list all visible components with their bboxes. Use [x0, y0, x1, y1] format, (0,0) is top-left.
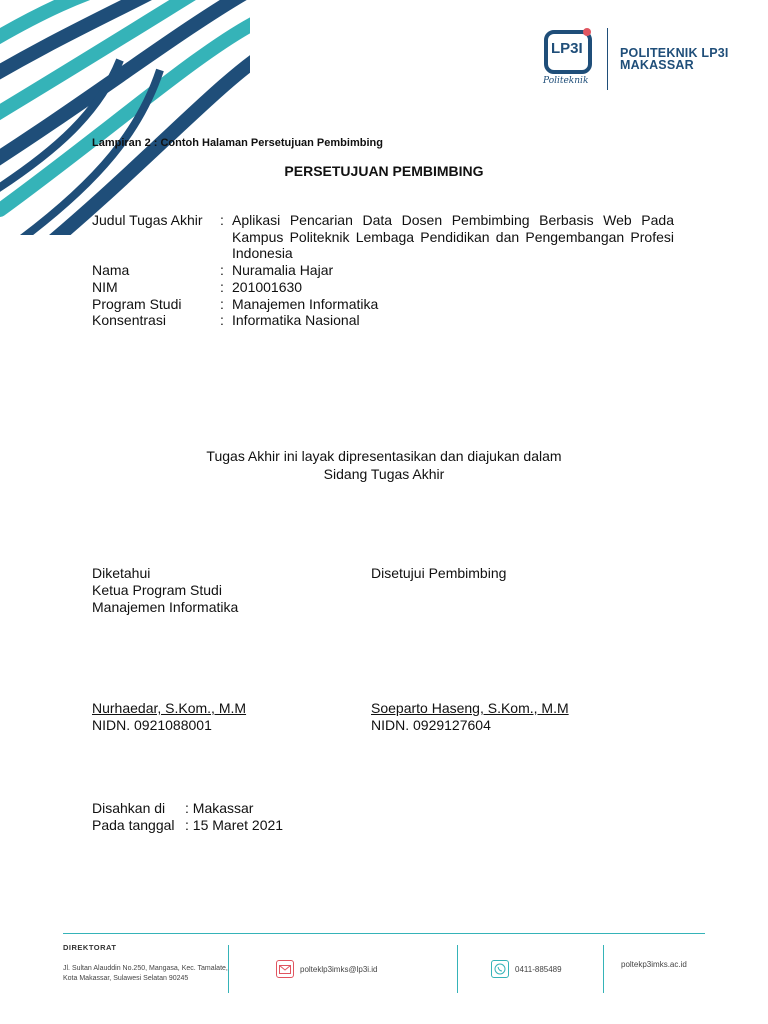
- info-colon: :: [220, 262, 224, 279]
- info-value: Manajemen Informatika: [232, 295, 379, 312]
- info-colon: :: [220, 295, 224, 312]
- info-value: Informatika Nasional: [232, 312, 360, 329]
- footer-divider: [603, 945, 604, 993]
- info-label: NIM: [92, 278, 118, 295]
- ratify-date-row: [92, 817, 283, 834]
- sign-right-line-1: Disetujui Pembimbing: [371, 565, 507, 581]
- approval-statement: [0, 447, 768, 483]
- footer-address: Jl. Sultan Alauddin No.250, Mangasa, Kec. Tamalate, Kota Makassar, Sulawesi Selatan 90245: [63, 965, 228, 982]
- info-colon: :: [220, 212, 224, 228]
- logo-line-2: MAKASSAR: [620, 58, 694, 72]
- footer-rule: [63, 933, 705, 934]
- lp3i-logo-mark: [543, 28, 595, 90]
- info-label: Konsentrasi: [92, 312, 166, 329]
- footer-divider: [457, 945, 458, 993]
- mail-icon: [276, 960, 294, 978]
- footer-phone-text: 0411-885489: [515, 964, 562, 974]
- info-row-nim: [92, 279, 674, 296]
- logo-mark-text: LP3I: [551, 40, 583, 57]
- decorative-stripes: [0, 0, 250, 235]
- thesis-info: [92, 212, 674, 329]
- sign-left-line-1: Diketahui: [92, 565, 151, 581]
- info-row-program: [92, 296, 674, 313]
- footer-divider: [228, 945, 229, 993]
- signer-left-nidn: NIDN. 0921088001: [92, 717, 212, 733]
- info-label: Program Studi: [92, 295, 182, 312]
- logo-divider: [607, 28, 608, 90]
- signer-left-name: Nurhaedar, S.Kom., M.M: [92, 700, 247, 716]
- footer-email-text: polteklp3imks@lp3i.id: [300, 964, 378, 974]
- ratify-place-label: Disahkan di: [92, 800, 166, 816]
- sign-left-line-2: Ketua Program Studi: [92, 582, 222, 598]
- whatsapp-icon: [491, 960, 509, 978]
- ratify-place-value: : Makassar: [185, 800, 254, 816]
- logo-script: Politeknik: [543, 76, 589, 86]
- ratify-place-row: [92, 800, 283, 817]
- statement-line-2: Sidang Tugas Akhir: [323, 466, 445, 482]
- ratify-date-value: : 15 Maret 2021: [185, 817, 284, 833]
- info-row-concentration: [92, 312, 674, 329]
- page-title: PERSETUJUAN PEMBIMBING: [284, 163, 484, 179]
- info-colon: :: [220, 278, 224, 295]
- attachment-caption: Lampiran 2 : Contoh Halaman Persetujuan Pembimbing: [92, 137, 383, 149]
- info-value: Aplikasi Pencarian Data Dosen Pembimbing Berbasis Web Pada Kampus Politeknik Lembaga Pendidikan dan Pengembangan Profesi Indonesia: [232, 212, 674, 262]
- info-colon: :: [220, 312, 224, 329]
- signature-left-heading: [92, 565, 238, 616]
- institution-logo: [543, 28, 729, 90]
- info-label: Nama: [92, 262, 130, 279]
- footer-website-text: poltekp3imks.ac.id: [621, 960, 687, 969]
- sign-left-line-3: Manajemen Informatika: [92, 599, 239, 615]
- footer-phone[interactable]: [491, 960, 562, 978]
- info-row-title: [92, 212, 674, 262]
- info-row-name: [92, 262, 674, 279]
- signer-right: [371, 700, 569, 734]
- info-value: Nuramalia Hajar: [232, 262, 334, 279]
- footer-heading: DIREKTORAT: [63, 943, 117, 952]
- signer-right-nidn: NIDN. 0929127604: [371, 717, 491, 733]
- footer-website[interactable]: [621, 960, 687, 969]
- info-label: Judul Tugas Akhir: [92, 212, 203, 228]
- logo-line-1: POLITEKNIK LP3I: [620, 45, 729, 60]
- footer-email[interactable]: [276, 960, 378, 978]
- info-value: 201001630: [232, 278, 303, 295]
- logo-wordmark: [620, 47, 729, 72]
- signer-left: [92, 700, 246, 734]
- statement-line-1: Tugas Akhir ini layak dipresentasikan dan diajukan dalam: [206, 448, 562, 464]
- ratification: [92, 800, 283, 834]
- ratify-date-label: Pada tanggal: [92, 817, 175, 833]
- signature-right-heading: [371, 565, 506, 582]
- signer-right-name: Soeparto Haseng, S.Kom., M.M: [371, 700, 569, 716]
